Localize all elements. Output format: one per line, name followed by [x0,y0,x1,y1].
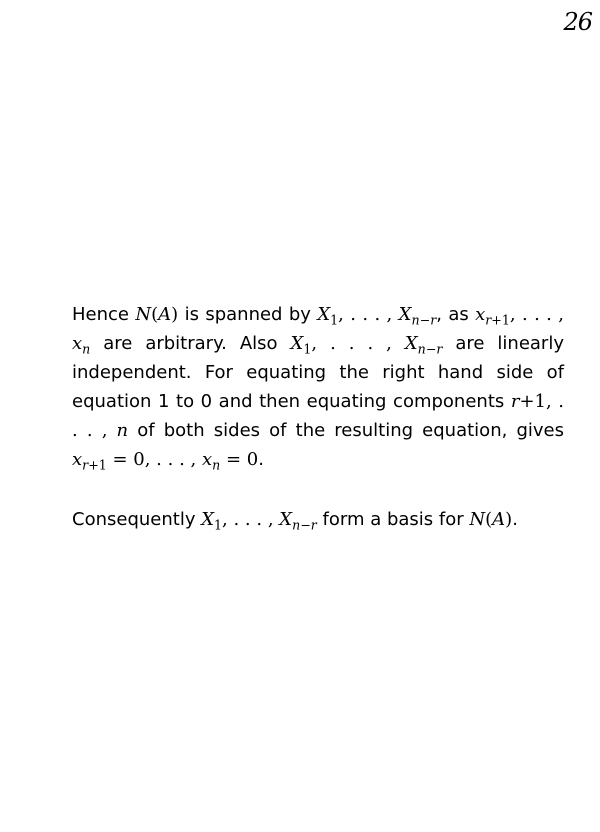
text-arbitrary-also: are arbitrary. Also [90,333,291,354]
math-basis-vectors-2: $X_1$, . . . , $X_{n-r}$ [290,333,443,357]
conclusion-paragraph [72,505,592,534]
text-as: , as [436,304,476,325]
math-component-range: r+1, . . . , n [72,391,564,441]
text-hence: Hence [72,304,136,325]
page-number: 26 [563,8,592,36]
text-consequently: Consequently [72,509,202,530]
math-null-space: N(A) [135,304,179,325]
math-basis-vectors: $X_1$, . . . , $X_{n-r}$ [317,304,437,328]
text-both-sides: of both sides of the resulting equation, gives [128,420,564,441]
text-period-2: . [512,509,518,530]
math-null-space-2: N(A) [469,509,513,530]
math-free-variables: $x_{r+1}$, . . . , $x_n$ [72,304,564,357]
math-basis-vectors-3: $X_1$, . . . , $X_{n-r}$ [201,509,317,533]
math-zero-equations: $x_{r+1} = 0$, . . . , $x_n = 0$ [72,449,259,473]
text-period: . [258,449,264,470]
text-form-basis: form a basis for [316,509,470,530]
main-paragraph [72,300,564,474]
text-spanned-by: is spanned by [178,304,318,325]
text-linearly-independent: are linearly independent. For equating the right hand side of equation 1 to 0 and then equating components [72,333,564,412]
